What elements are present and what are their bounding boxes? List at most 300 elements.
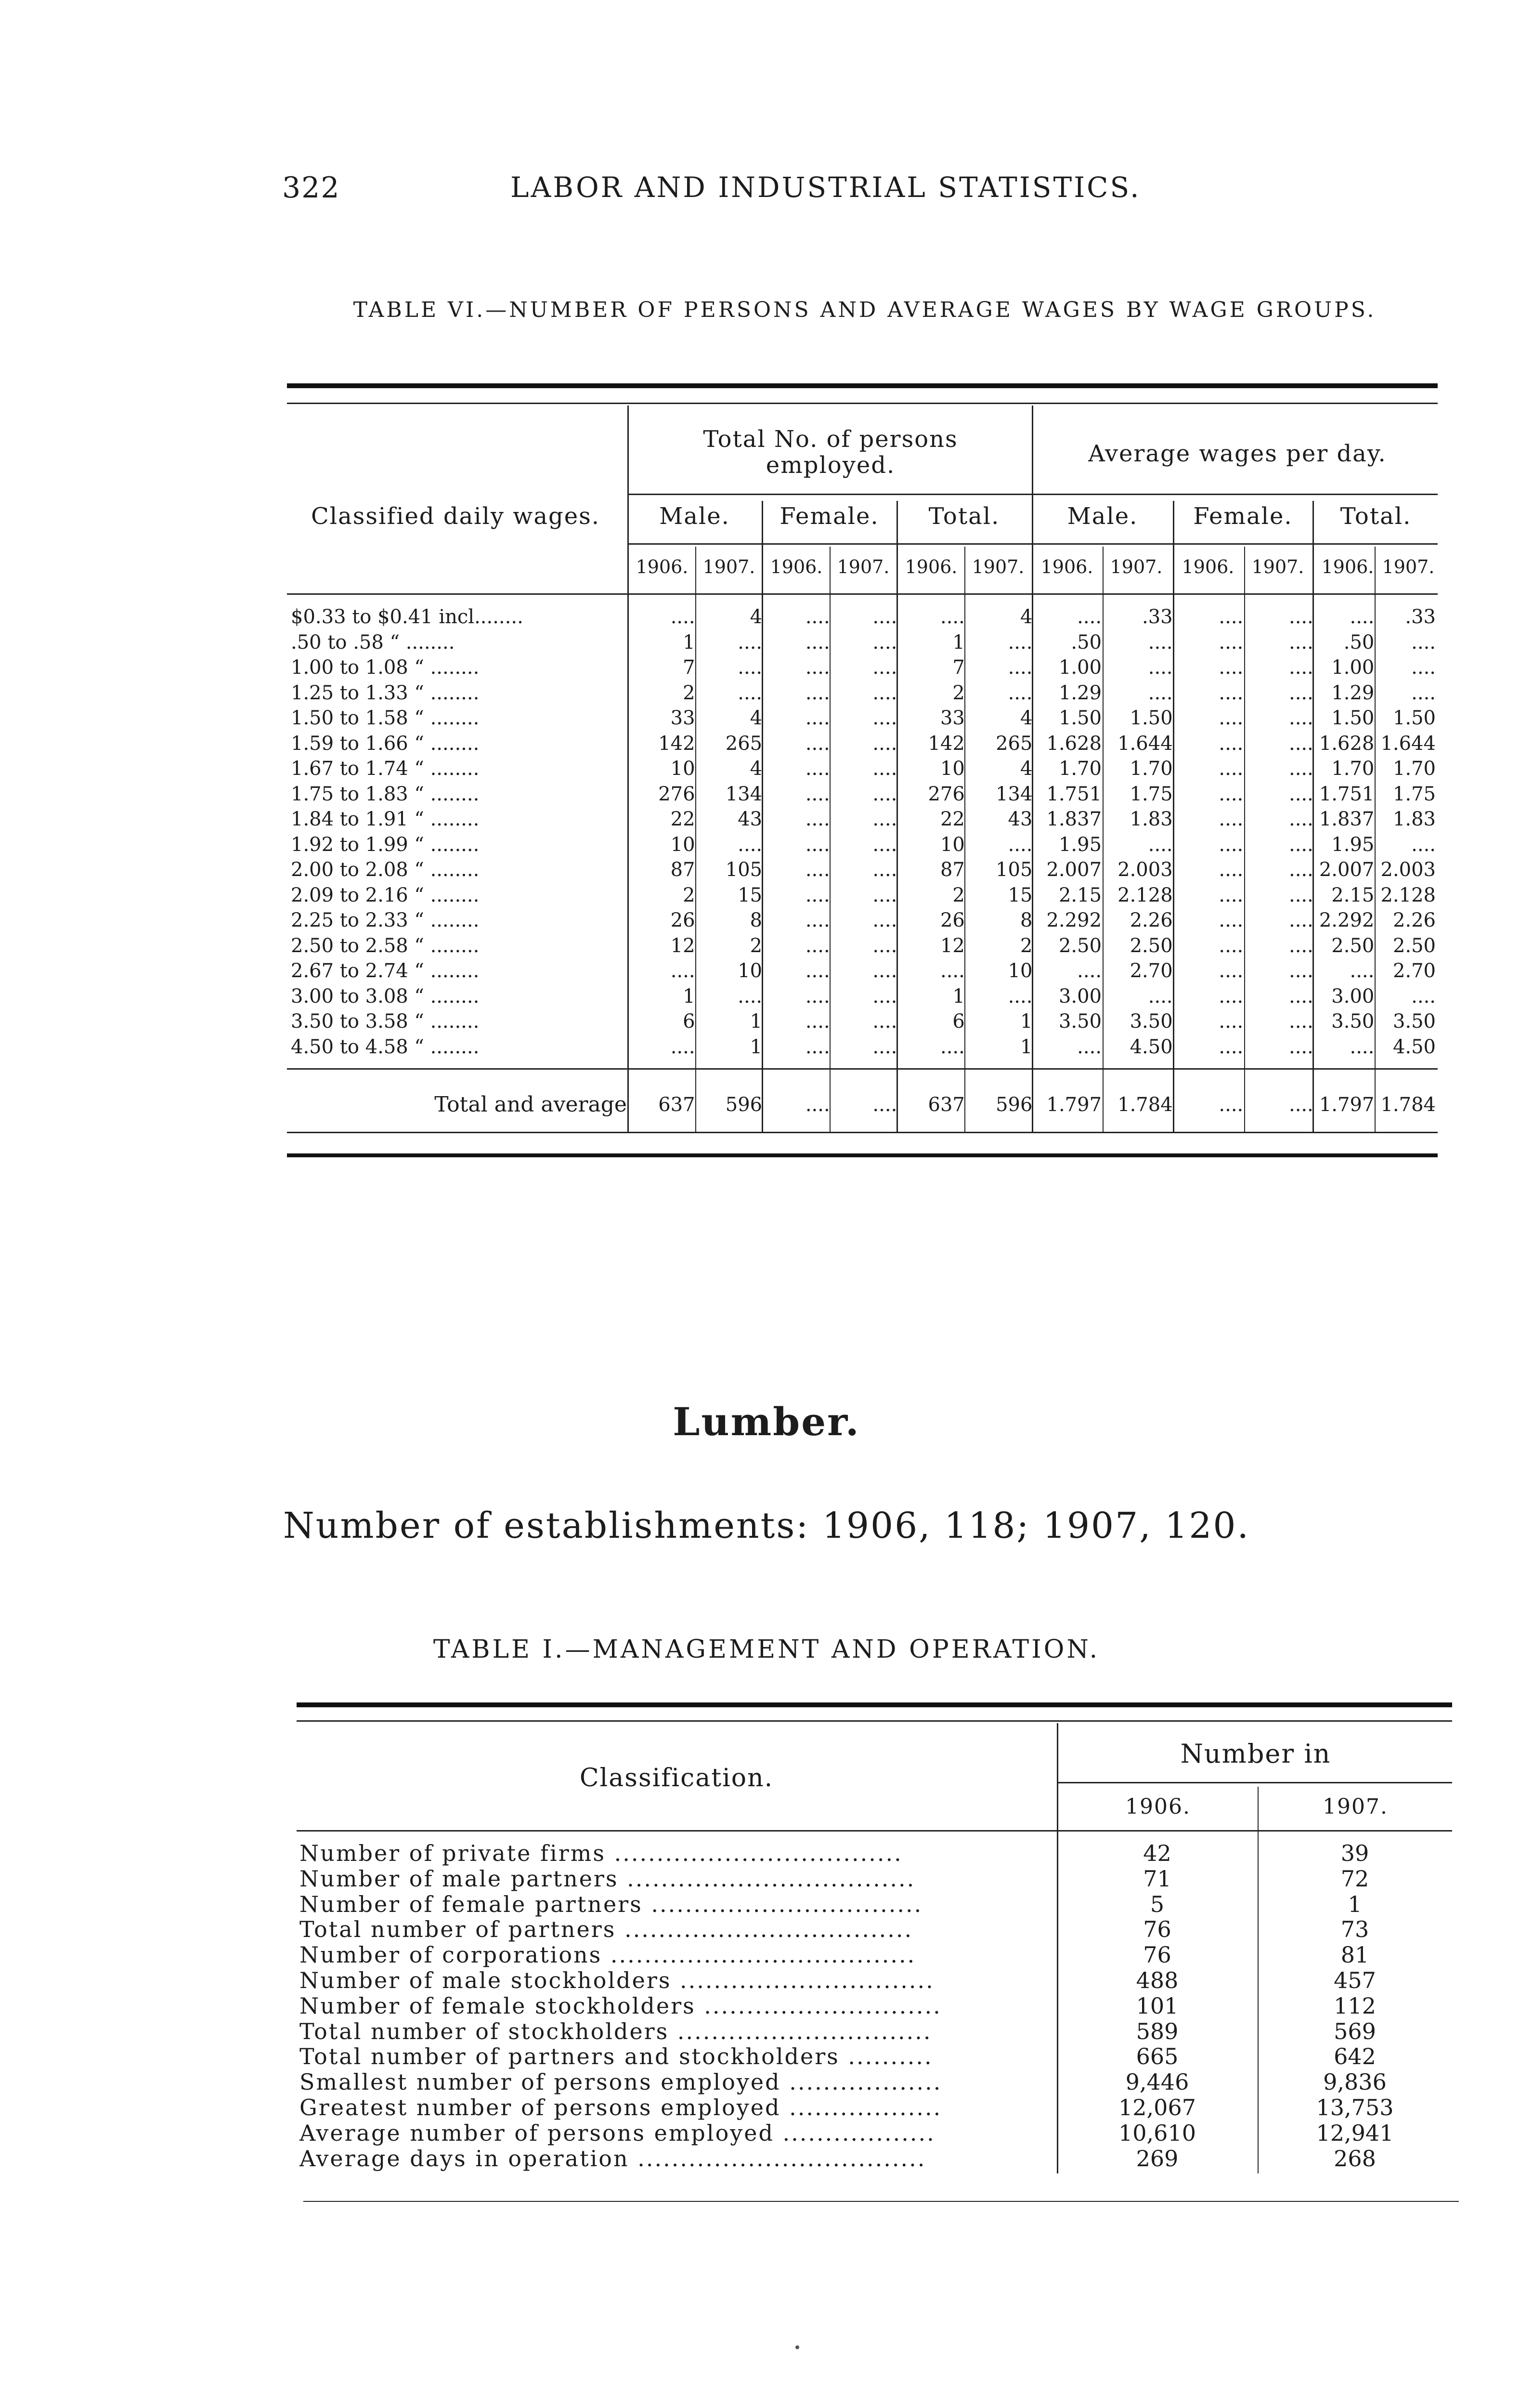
- cell: ....: [872, 631, 897, 654]
- cell: ....: [1288, 783, 1313, 805]
- cell: ....: [1219, 783, 1244, 805]
- cell: ....: [1288, 909, 1313, 931]
- cell: ....: [1219, 884, 1244, 906]
- table-row: [297, 2146, 1452, 2172]
- cell: ....: [1288, 1035, 1313, 1058]
- cell: 7: [683, 656, 695, 679]
- cell: 596: [996, 1094, 1033, 1116]
- wage-group-label: 1.50 to 1.58 “ ........: [291, 707, 480, 729]
- cell: 2.70: [1392, 960, 1436, 982]
- page-number: 322: [282, 171, 340, 205]
- table-1-title: TABLE I.—MANAGEMENT AND OPERATION.: [433, 1635, 1100, 1664]
- table-row: [287, 807, 1438, 832]
- cell: ....: [805, 606, 830, 628]
- wage-group-label: 2.00 to 2.08 “ ........: [291, 859, 480, 881]
- cell: 10: [738, 960, 763, 982]
- wage-group-label: 4.50 to 4.58 “ ........: [291, 1035, 480, 1058]
- cell: ....: [670, 1035, 695, 1058]
- table-6-sub-male: Male.: [659, 503, 730, 530]
- cell: 3.50: [1392, 1010, 1436, 1033]
- cell: 33: [670, 707, 695, 729]
- cell: 87: [670, 859, 695, 881]
- cell: 12: [940, 934, 965, 957]
- cell: 1.95: [1058, 833, 1102, 856]
- table-6-sub-male: Male.: [1067, 503, 1138, 530]
- wage-group-label: 3.00 to 3.08 “ ........: [291, 985, 480, 1008]
- cell: ....: [940, 606, 965, 628]
- cell: 1.797: [1319, 1094, 1375, 1116]
- cell: .33: [1142, 606, 1173, 628]
- cell: .33: [1405, 606, 1436, 628]
- wage-group-label: 2.09 to 2.16 “ ........: [291, 884, 480, 906]
- table-row: [297, 1942, 1452, 1968]
- cell: ....: [872, 732, 897, 755]
- cell: ....: [1077, 606, 1102, 628]
- running-head: LABOR AND INDUSTRIAL STATISTICS.: [510, 171, 1141, 204]
- cell: ....: [1411, 833, 1436, 856]
- cell: ....: [872, 859, 897, 881]
- wage-group-label: 1.75 to 1.83 “ ........: [291, 783, 480, 805]
- table-6-header-line: [287, 593, 1438, 595]
- cell: ....: [1288, 631, 1313, 654]
- cell: ....: [1350, 606, 1375, 628]
- cell: 4: [750, 758, 763, 780]
- table-row: [287, 630, 1438, 655]
- cell: 1.29: [1058, 681, 1102, 704]
- cell: ....: [1219, 1094, 1244, 1116]
- table-row: [287, 756, 1438, 782]
- cell: ....: [1077, 1035, 1102, 1058]
- cell: ....: [1219, 606, 1244, 628]
- table-6-year: 1907.: [1382, 556, 1435, 577]
- cell: ....: [1148, 681, 1173, 704]
- cell: 1.751: [1319, 783, 1375, 805]
- table-row: [297, 2019, 1452, 2044]
- cell: 12: [670, 934, 695, 957]
- cell: ....: [1008, 656, 1033, 679]
- table-row: [297, 1841, 1452, 1866]
- table-6-year: 1906.: [636, 556, 689, 577]
- cell: 1.50: [1130, 707, 1173, 729]
- cell: 1.50: [1392, 707, 1436, 729]
- table-6-year: 1906.: [1040, 556, 1093, 577]
- cell: 2: [683, 681, 695, 704]
- table-1-stub-header: Classification.: [579, 1764, 774, 1793]
- cell: 1.751: [1046, 783, 1102, 805]
- cell: 1.837: [1046, 808, 1102, 830]
- table-row: [287, 604, 1438, 630]
- table-row: [287, 706, 1438, 731]
- cell: ....: [872, 884, 897, 906]
- cell: 2.50: [1392, 934, 1436, 957]
- cell: ....: [1148, 656, 1173, 679]
- table-1-bottom-rule: [303, 2201, 1459, 2202]
- total-label: Total and average: [434, 1092, 627, 1117]
- cell: 2.50: [1130, 934, 1173, 957]
- cell: ....: [872, 656, 897, 679]
- cell: 1: [683, 985, 695, 1008]
- table-6-bottom-rule: [287, 1132, 1438, 1133]
- cell: 22: [940, 808, 965, 830]
- cell: 2.15: [1058, 884, 1102, 906]
- cell: 2.26: [1392, 909, 1436, 931]
- cell: ....: [1219, 985, 1244, 1008]
- table-6-total-line: [287, 1068, 1438, 1070]
- cell: .50: [1071, 631, 1102, 654]
- cell: 1: [750, 1010, 763, 1033]
- cell: ....: [1288, 985, 1313, 1008]
- cell: 43: [738, 808, 763, 830]
- cell: ....: [1148, 631, 1173, 654]
- cell: ....: [805, 808, 830, 830]
- table-1-top-rule: [297, 1702, 1452, 1707]
- classification-label: Smallest number of persons employed ..................: [299, 2069, 942, 2095]
- table-1-header-line: [1057, 1782, 1452, 1783]
- cell: ....: [1219, 707, 1244, 729]
- value-1907: 13,753: [1316, 2094, 1394, 2120]
- table-6-year: 1907.: [972, 556, 1025, 577]
- table-1-header-line: [297, 1830, 1452, 1832]
- cell: 10: [940, 758, 965, 780]
- cell: ....: [872, 783, 897, 805]
- wage-group-label: 1.84 to 1.91 “ ........: [291, 808, 480, 830]
- cell: ....: [738, 833, 763, 856]
- cell: ....: [1288, 681, 1313, 704]
- cell: ....: [1148, 833, 1173, 856]
- value-1907: 268: [1334, 2146, 1376, 2172]
- table-row: [297, 2095, 1452, 2120]
- value-1906: 42: [1143, 1841, 1171, 1866]
- cell: 2.15: [1331, 884, 1375, 906]
- table-6-sub-female: Female.: [779, 503, 879, 530]
- cell: 134: [996, 783, 1033, 805]
- value-1906: 12,067: [1118, 2094, 1196, 2120]
- cell: ....: [670, 960, 695, 982]
- cell: ....: [805, 934, 830, 957]
- cell: 8: [750, 909, 763, 931]
- wage-group-label: 1.00 to 1.08 “ ........: [291, 656, 480, 679]
- cell: 1.644: [1380, 732, 1436, 755]
- cell: 1.83: [1392, 808, 1436, 830]
- cell: ....: [1219, 681, 1244, 704]
- cell: ....: [1219, 960, 1244, 982]
- cell: ....: [1288, 934, 1313, 957]
- cell: ....: [1411, 631, 1436, 654]
- cell: 1.50: [1058, 707, 1102, 729]
- wage-group-label: 3.50 to 3.58 “ ........: [291, 1010, 480, 1033]
- cell: ....: [1219, 631, 1244, 654]
- cell: ....: [940, 1035, 965, 1058]
- cell: 1.00: [1331, 656, 1375, 679]
- table-row: [287, 933, 1438, 959]
- classification-label: Average number of persons employed ..................: [299, 2120, 935, 2146]
- cell: ....: [1411, 985, 1436, 1008]
- table-6-year: 1906.: [1321, 556, 1374, 577]
- cell: ....: [805, 707, 830, 729]
- cell: 6: [683, 1010, 695, 1033]
- cell: 1.70: [1130, 758, 1173, 780]
- table-6-year: 1907.: [702, 556, 755, 577]
- cell: ....: [1219, 859, 1244, 881]
- wage-group-label: 1.25 to 1.33 “ ........: [291, 681, 480, 704]
- cell: ....: [1350, 960, 1375, 982]
- table-row: [287, 857, 1438, 883]
- cell: ....: [1288, 732, 1313, 755]
- cell: ....: [872, 960, 897, 982]
- cell: 1.70: [1331, 758, 1375, 780]
- wage-group-label: 2.67 to 2.74 “ ........: [291, 960, 480, 982]
- cell: ....: [805, 732, 830, 755]
- table-row: [287, 984, 1438, 1009]
- table-row: [297, 2069, 1452, 2095]
- cell: 1.50: [1331, 707, 1375, 729]
- cell: ....: [1288, 808, 1313, 830]
- cell: ....: [805, 1094, 830, 1116]
- cell: ....: [1219, 1010, 1244, 1033]
- cell: ....: [1219, 758, 1244, 780]
- cell: 7: [952, 656, 965, 679]
- cell: ....: [1148, 985, 1173, 1008]
- wage-group-label: 2.50 to 2.58 “ ........: [291, 934, 480, 957]
- cell: ....: [872, 1094, 897, 1116]
- cell: 4.50: [1392, 1035, 1436, 1058]
- table-6-group-persons: Total No. of persons employed.: [703, 426, 958, 479]
- value-1907: 569: [1334, 2018, 1376, 2044]
- cell: 596: [725, 1094, 763, 1116]
- cell: 1.00: [1058, 656, 1102, 679]
- value-1907: 1: [1348, 1891, 1362, 1917]
- cell: 276: [928, 783, 965, 805]
- cell: ....: [670, 606, 695, 628]
- cell: 33: [940, 707, 965, 729]
- cell: ....: [872, 808, 897, 830]
- table-1-year-1906: 1906.: [1125, 1794, 1191, 1819]
- cell: 26: [940, 909, 965, 931]
- table-row: [287, 1009, 1438, 1034]
- cell: ....: [805, 758, 830, 780]
- cell: ....: [805, 833, 830, 856]
- cell: 1.29: [1331, 681, 1375, 704]
- wage-group-label: 1.92 to 1.99 “ ........: [291, 833, 480, 856]
- cell: ....: [1008, 985, 1033, 1008]
- table-6-year: 1907.: [1110, 556, 1163, 577]
- wage-group-label: .50 to .58 “ ........: [291, 631, 455, 654]
- value-1906: 488: [1136, 1967, 1179, 1993]
- table-6-group-wages: Average wages per day.: [1088, 440, 1387, 467]
- cell: 2.292: [1319, 909, 1375, 931]
- cell: ....: [1219, 833, 1244, 856]
- cell: 1.75: [1392, 783, 1436, 805]
- value-1906: 589: [1136, 2018, 1179, 2044]
- value-1907: 112: [1334, 1993, 1376, 2019]
- classification-label: Number of private firms ..................................: [299, 1841, 903, 1866]
- table-row: [287, 1034, 1438, 1060]
- cell: 2.26: [1130, 909, 1173, 931]
- table-6-bottom-rule-thick: [287, 1153, 1438, 1157]
- cell: ....: [1219, 1035, 1244, 1058]
- cell: 4: [750, 606, 763, 628]
- cell: 1.837: [1319, 808, 1375, 830]
- table-row: [287, 731, 1438, 757]
- cell: ....: [1288, 1010, 1313, 1033]
- cell: ....: [805, 909, 830, 931]
- cell: 2: [750, 934, 763, 957]
- cell: 1.75: [1130, 783, 1173, 805]
- cell: 15: [1008, 884, 1033, 906]
- cell: ....: [872, 833, 897, 856]
- wage-group-label: $0.33 to $0.41 incl........: [291, 606, 523, 628]
- cell: 134: [725, 783, 763, 805]
- cell: ....: [872, 1035, 897, 1058]
- value-1907: 72: [1340, 1866, 1369, 1892]
- cell: 4.50: [1130, 1035, 1173, 1058]
- cell: ....: [738, 985, 763, 1008]
- cell: ....: [1288, 707, 1313, 729]
- table-6-header-line: [627, 494, 1438, 495]
- table-row: [287, 958, 1438, 984]
- cell: ....: [1008, 833, 1033, 856]
- table-row: [287, 908, 1438, 933]
- cell: ....: [1219, 934, 1244, 957]
- table-6-total-row: [287, 1092, 1438, 1118]
- cell: 142: [928, 732, 965, 755]
- cell: ....: [1008, 631, 1033, 654]
- classification-label: Number of male partners ..................................: [299, 1866, 916, 1892]
- cell: .50: [1343, 631, 1375, 654]
- cell: 15: [738, 884, 763, 906]
- cell: ....: [872, 985, 897, 1008]
- value-1906: 5: [1150, 1891, 1165, 1917]
- table-row: [297, 1917, 1452, 1942]
- cell: ....: [738, 631, 763, 654]
- cell: 2.70: [1130, 960, 1173, 982]
- cell: 1.628: [1319, 732, 1375, 755]
- table-1-top-rule-thin: [297, 1720, 1452, 1722]
- cell: ....: [1288, 1094, 1313, 1116]
- cell: ....: [872, 934, 897, 957]
- cell: ....: [1288, 656, 1313, 679]
- cell: ....: [872, 707, 897, 729]
- table-1-body: [297, 1841, 1452, 2171]
- classification-label: Number of female partners ................................: [299, 1891, 923, 1917]
- cell: 1.70: [1058, 758, 1102, 780]
- cell: 10: [940, 833, 965, 856]
- cell: ....: [805, 656, 830, 679]
- cell: 10: [670, 833, 695, 856]
- value-1906: 101: [1136, 1993, 1179, 2019]
- cell: ....: [1350, 1035, 1375, 1058]
- table-6-year: 1907.: [1251, 556, 1304, 577]
- cell: ....: [805, 960, 830, 982]
- cell: 87: [940, 859, 965, 881]
- cell: ....: [1219, 732, 1244, 755]
- cell: 4: [1020, 707, 1033, 729]
- table-row: [287, 832, 1438, 858]
- cell: 3.00: [1058, 985, 1102, 1008]
- cell: ....: [805, 681, 830, 704]
- value-1906: 10,610: [1118, 2120, 1196, 2146]
- cell: 6: [952, 1010, 965, 1033]
- cell: 3.50: [1058, 1010, 1102, 1033]
- table-row: [297, 1892, 1452, 1917]
- table-row: [287, 782, 1438, 807]
- cell: 2.003: [1380, 859, 1436, 881]
- value-1906: 665: [1136, 2044, 1179, 2070]
- cell: 2: [683, 884, 695, 906]
- cell: 105: [725, 859, 763, 881]
- value-1906: 76: [1143, 1942, 1171, 1968]
- cell: 4: [1020, 606, 1033, 628]
- cell: ....: [1288, 606, 1313, 628]
- cell: 1: [1020, 1010, 1033, 1033]
- cell: 43: [1008, 808, 1033, 830]
- cell: ....: [872, 681, 897, 704]
- cell: ....: [1411, 656, 1436, 679]
- cell: ....: [940, 960, 965, 982]
- cell: 4: [750, 707, 763, 729]
- cell: 2.292: [1046, 909, 1102, 931]
- table-row: [287, 655, 1438, 681]
- cell: ....: [1288, 833, 1313, 856]
- cell: ....: [872, 758, 897, 780]
- cell: ....: [872, 1010, 897, 1033]
- table-6-header-line: [627, 543, 1438, 545]
- table-6-top-rule-thin: [287, 403, 1438, 404]
- cell: 142: [658, 732, 695, 755]
- cell: 105: [996, 859, 1033, 881]
- cell: ....: [1288, 884, 1313, 906]
- value-1906: 76: [1143, 1917, 1171, 1943]
- table-row: [297, 1968, 1452, 1993]
- cell: ....: [805, 1010, 830, 1033]
- cell: ....: [872, 606, 897, 628]
- cell: 1: [1020, 1035, 1033, 1058]
- cell: 2.50: [1331, 934, 1375, 957]
- cell: 2: [952, 884, 965, 906]
- cell: 1.70: [1392, 758, 1436, 780]
- establishments-line: Number of establishments: 1906, 118; 1907, 120.: [283, 1505, 1250, 1546]
- page-speck: [795, 2345, 799, 2349]
- wage-group-label: 2.25 to 2.33 “ ........: [291, 909, 480, 931]
- classification-label: Number of corporations ....................................: [299, 1942, 916, 1968]
- cell: ....: [1288, 758, 1313, 780]
- table-row: [287, 883, 1438, 908]
- value-1907: 39: [1340, 1841, 1369, 1866]
- classification-label: Greatest number of persons employed ..................: [299, 2094, 942, 2120]
- table-6-title: TABLE VI.—NUMBER OF PERSONS AND AVERAGE WAGES BY WAGE GROUPS.: [353, 298, 1377, 322]
- cell: 3.50: [1331, 1010, 1375, 1033]
- table-1-year-1907: 1907.: [1323, 1794, 1388, 1819]
- cell: ....: [1288, 859, 1313, 881]
- cell: 1.797: [1046, 1094, 1102, 1116]
- classification-label: Total number of partners ..................................: [299, 1917, 913, 1943]
- table-6-sub-total: Total.: [928, 503, 1000, 530]
- cell: ....: [1077, 960, 1102, 982]
- cell: 10: [1008, 960, 1033, 982]
- cell: 1: [952, 631, 965, 654]
- cell: 2.007: [1046, 859, 1102, 881]
- value-1907: 457: [1334, 1967, 1376, 1993]
- wage-group-label: 1.59 to 1.66 “ ........: [291, 732, 480, 755]
- table-1-group-header: Number in: [1180, 1739, 1331, 1769]
- classification-label: Average days in operation ..................................: [299, 2146, 926, 2172]
- cell: 26: [670, 909, 695, 931]
- cell: ....: [805, 985, 830, 1008]
- cell: ....: [1219, 808, 1244, 830]
- cell: 3.50: [1130, 1010, 1173, 1033]
- cell: 1: [952, 985, 965, 1008]
- cell: 8: [1020, 909, 1033, 931]
